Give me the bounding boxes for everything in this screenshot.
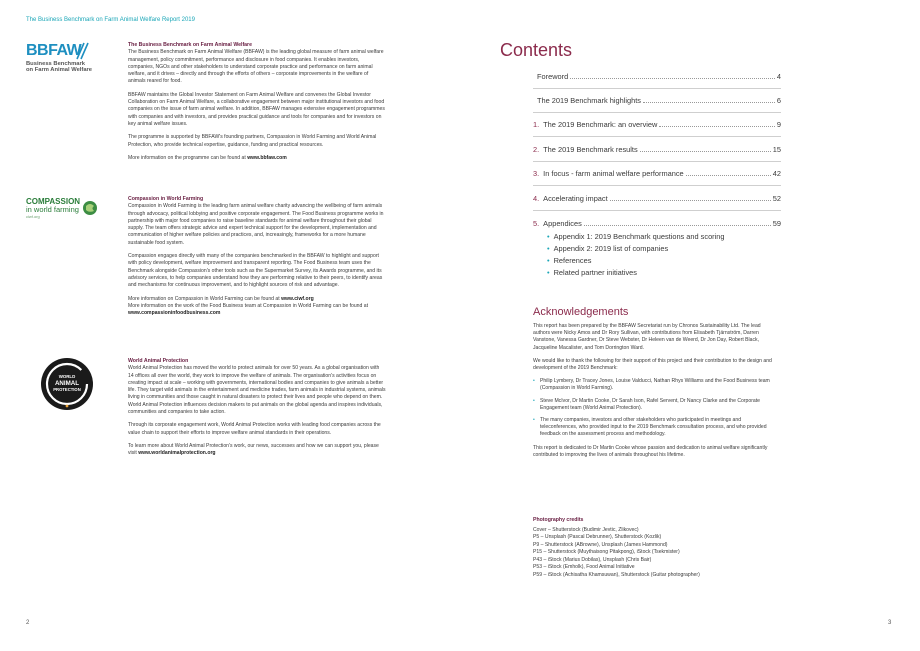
toc-item-accelerating-impact[interactable]: 4. Accelerating impact 52 xyxy=(533,194,781,203)
toc-item-in-focus[interactable]: 3. In focus - farm animal welfare performance 42 xyxy=(533,169,781,178)
bbfaw-logo xyxy=(26,42,116,73)
contents-title: Contents xyxy=(500,40,573,60)
running-header: The Business Benchmark on Farm Animal Welfare Report 2019 xyxy=(26,17,195,23)
ciwf-logo-line2: in world farming xyxy=(26,205,79,214)
toc-item-foreword[interactable]: Foreword 4 xyxy=(537,72,781,81)
ciwf-logo xyxy=(26,197,116,219)
ack-bullet-list xyxy=(533,378,778,438)
ack-p2: We would like to thank the following for their support of this project and their contribution to the design and development of the 2019 Benchmark: xyxy=(533,357,772,372)
ciwf-section xyxy=(128,196,386,323)
ciwf-p1: Compassion in World Farming is the leading farm animal welfare charity advancing the wellbeing of farm animals through advocacy, political lobbying and positive corporate engagement. The Food Business programme works in partnership with major food companies to raise baseline standards for animal welfare throughout their global supply. The team offers strategic advice and expert technical support for the development, implementation and communication of higher welfare policies and practices, and, increasingly, frameworks for a more humane sustainable food system. xyxy=(128,203,384,246)
wap-p3: To learn more about World Animal Protection's work, our news, successes and how we can support you, please visit www.worldanimalprotection.org xyxy=(128,442,379,457)
ciwf-foodbusiness-url-link[interactable]: www.compassioninfoodbusiness.com xyxy=(128,310,221,317)
ack-p3: This report is dedicated to Dr Martin Cooke whose passion and dedication to animal welfare significantly contributed to improving the lives of animals throughout his lifetime. xyxy=(533,444,768,458)
credit-line: P5 – Unsplash (Pascal Debrunner), Shutterstock (Kozlik) xyxy=(533,534,662,540)
credit-line: P59 – iStock (Achisatha Khamsuwan), Shutterstock (Guitar photographer) xyxy=(533,571,700,578)
ack-bullet-stakeholders: • The many companies, investors and other stakeholders who participated in meetings and teleconferences, who provided input to the 2019 Benchmark consultation process, and who provided feedback on the assessment process and methodology. xyxy=(533,417,778,439)
bbfaw-p2: BBFAW maintains the Global Investor Statement on Farm Animal Welfare and convenes the Global Investor Collaboration on Farm Animal Welfare, a collaborative engagement between major institutional investors and food companies on the issue of farm animal welfare. In addition, BBFAW manages extensive engagement programmes with companies and with investors, and provides practical guidance and tools for companies and for investors on key animal welfare issues. xyxy=(128,91,385,127)
acknowledgements-title: Acknowledgements xyxy=(533,306,629,318)
ciwf-p3: More information on Compassion in World Farming can be found at www.ciwf.org xyxy=(128,295,314,302)
ciwf-url-link[interactable]: www.ciwf.org xyxy=(281,295,314,302)
toc-item-highlights[interactable]: The 2019 Benchmark highlights 6 xyxy=(537,96,781,105)
wap-url-link[interactable]: www.worldanimalprotection.org xyxy=(138,450,216,457)
ack-p1: This report has been prepared by the BBFAW Secretariat run by Chronos Sustainability Ltd. The lead authors were Nicky Amos and Dr Rory Sullivan, with contributions from Elisabeth Tjärnström, Darren Vanstone, Vanessa Gardner, Dr Steve Webster, Dr Heleen van de Weerd, Dr Jon Day, Robert Black, Jacqueline Macalister, and Tom Dorrington Ward. xyxy=(533,323,761,351)
table-of-contents xyxy=(533,70,781,285)
toc-sub-related-initiatives[interactable]: • Related partner initiatives xyxy=(547,268,637,277)
wap-logo-line2: ANIMAL xyxy=(54,379,80,387)
bbfaw-section-title: The Business Benchmark on Farm Animal Welfare xyxy=(128,42,252,48)
bbfaw-url-link[interactable]: www.bbfaw.com xyxy=(247,154,287,161)
ciwf-section-title: Compassion in World Farming xyxy=(128,196,204,202)
photo-credits-title: Photography credits xyxy=(533,517,584,523)
bbfaw-p1: The Business Benchmark on Farm Animal Welfare (BBFAW) is the leading global measure of farm animal welfare management, policy commitment, performance and disclosure in food companies. It enables investors, companies, NGOs and other stakeholders to understand corporate practice and performance on farm animal welfare, and it drives – directly and through the efforts of others – corporate improvements in the welfare of animals reared for food. xyxy=(128,49,384,85)
credit-line: P43 – iStock (Marius Dobilas), Unsplash (Chris Bair) xyxy=(533,556,652,563)
credit-line: Cover – Shutterstock (Budimir Jevtic, Zlikovec) xyxy=(533,526,639,533)
credit-line: P9 – Shutterstock (ABrowne), Unsplash (James Hammond) xyxy=(533,541,668,548)
bbfaw-logo-line2: on Farm Animal Welfare xyxy=(26,67,93,73)
wap-logo xyxy=(40,357,94,411)
bbfaw-section xyxy=(128,42,386,168)
ciwf-p4: More information on the work of the Food Business team at Compassion in World Farming can be found at www.compassioninfoodbusiness.com xyxy=(128,302,368,317)
wap-p2: Through its corporate engagement work, World Animal Protection works with leading food companies across the value chain to support their efforts to improve welfare animal standards in their operations. xyxy=(128,422,381,436)
ciwf-p2: Compassion engages directly with many of the companies benchmarked in the BBFAW to highlight and support with policy development, welfare improvement and transparent reporting. The Food Business team uses the Benchmark alongside Compassion's other tools such as the Supermarket Survey, its Awards programme, and its advisory services, to help companies understand how they are performing relative to their peers, to identify areas and mechanisms for continuous improvement, and to highlight sources of risk and advantage. xyxy=(128,253,383,289)
photo-credits xyxy=(533,517,778,579)
toc-sub-references[interactable]: • References xyxy=(547,256,592,265)
ack-bullet-ciwf: • Philip Lymbery, Dr Tracey Jones, Louise Valducci, Nathan Rhys Williams and the Food Business team (Compassion in World Farming). xyxy=(533,378,778,392)
bbfaw-logo-mark: BBFAW xyxy=(26,42,82,59)
wap-section xyxy=(128,358,386,464)
wap-logo-line3: PROTECTION xyxy=(53,387,81,392)
acknowledgements-body xyxy=(533,323,778,465)
bbfaw-swoosh-icon xyxy=(75,42,91,60)
ack-bullet-wap: • Steve McIvor, Dr Martin Cooke, Dr Sarah Ison, Rafel Servent, Dr Nancy Clarke and the Corporate Engagement team (World Animal Protection). xyxy=(533,398,778,412)
toc-sub-appendix-1[interactable]: • Appendix 1: 2019 Benchmark questions and scoring xyxy=(547,232,725,241)
toc-item-appendices[interactable]: 5. Appendices 59 xyxy=(533,219,781,228)
ciwf-logo-line1: COMPASSION xyxy=(26,197,81,206)
toc-item-results[interactable]: 2. The 2019 Benchmark results 15 xyxy=(533,145,781,154)
bbfaw-logo-line1: Business Benchmark xyxy=(26,61,85,67)
credit-line: P15 – Shutterstock (Muythaisong Pitakpong), iStock (Tsekmister) xyxy=(533,549,680,555)
page-number-right: 3 xyxy=(888,620,892,626)
ciwf-logo-line3: ciwf.org xyxy=(26,214,40,219)
wap-logo-line1: WORLD xyxy=(58,374,76,379)
wap-section-title: World Animal Protection xyxy=(128,358,189,364)
wap-p1: World Animal Protection has moved the world to protect animals for over 50 years. As a global organisation with 14 offices all over the world, they work to improve the welfare of animals. The organisation's activities focus on creating impact at scale – working with governments, international bodies and companies to give animals a better life. They target wild animals in the entertainment and medicine trades, farm animals in industrial systems, animals living in communities and those caught in natural disasters to protect their lives and people who depend on them. World Animal Protection influences decision makers to put animals on the global agenda and inspires individuals, communities and companies to take action. xyxy=(128,365,386,416)
bbfaw-p4: More information on the programme can be found at www.bbfaw.com xyxy=(128,154,287,161)
credit-line: P53 – iStock (Emholk), Food Animal Initiative xyxy=(533,564,635,570)
bbfaw-p3: The programme is supported by BBFAW's founding partners, Compassion in World Farming and World Animal Protection, who provide technical expertise, guidance, funding and practical resources. xyxy=(128,134,377,148)
page-number-left: 2 xyxy=(26,620,30,626)
toc-sub-appendix-2[interactable]: • Appendix 2: 2019 list of companies xyxy=(547,244,669,253)
ciwf-globe-icon xyxy=(82,200,98,216)
toc-item-overview[interactable]: 1. The 2019 Benchmark: an overview 9 xyxy=(533,120,781,129)
